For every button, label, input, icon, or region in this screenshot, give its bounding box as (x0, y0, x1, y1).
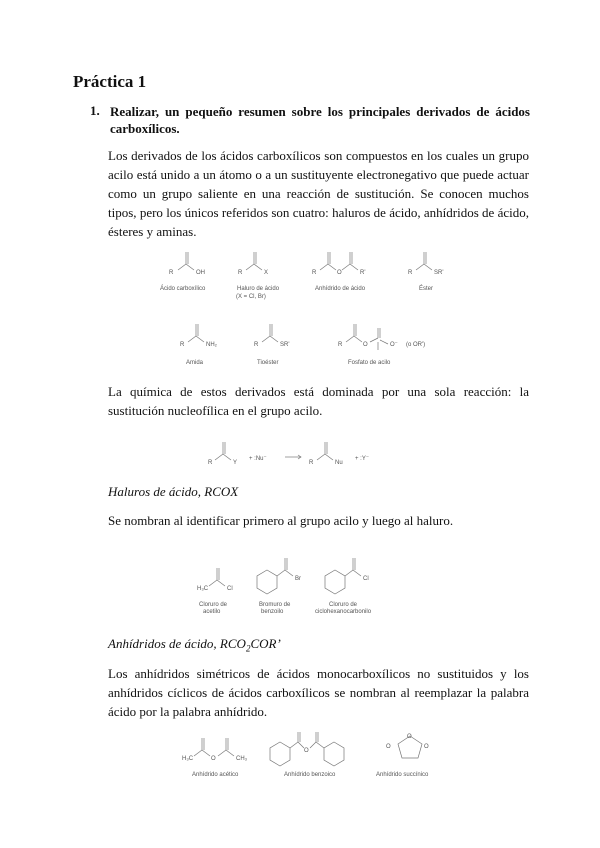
acid-halide-subcaption: (X = Cl, Br) (236, 294, 266, 300)
acid-anhydride-caption: Anhídrido de ácido (315, 286, 366, 292)
ester-group: SR' (434, 270, 444, 276)
cyclohexanecarbonyl-chloride-caption-2: ciclohexanocarbonilo (315, 609, 372, 615)
thioester-structure (254, 324, 289, 366)
svg-text:R: R (169, 270, 174, 276)
benzoyl-bromide-group: Br (295, 576, 301, 582)
acid-anhydride-group: R' (360, 270, 366, 276)
acid-halide-caption: Haluro de ácido (237, 286, 280, 292)
svg-text:R: R (180, 342, 185, 348)
svg-text:R: R (254, 342, 259, 348)
acyl-phosphate-structure (338, 324, 425, 366)
acid-halide-group: X (264, 270, 269, 276)
cyclohexanecarbonyl-chloride-group: Cl (363, 576, 369, 582)
carboxylic-acid-caption: Ácido carboxílico (160, 286, 206, 292)
thioester-group: SR' (280, 342, 290, 348)
svg-text:O: O (424, 744, 429, 750)
carboxylic-acid-structure (160, 252, 206, 292)
svg-text:Y: Y (233, 460, 238, 466)
reaction-byproduct: + :Y⁻ (355, 456, 370, 462)
question-text: Realizar, un pequeño resumen sobre los principales derivados de ácidos carboxílicos. (110, 104, 530, 136)
acetyl-chloride-structure (197, 568, 233, 615)
acetyl-chloride-group: Cl (227, 586, 233, 592)
anhydrides-figure (180, 730, 450, 782)
halide-naming-paragraph: Se nombran al identificar primero al grupo acilo y luego al haluro. (108, 513, 454, 528)
amide-group: NH₂ (206, 342, 217, 348)
svg-text:H₃C: H₃C (197, 586, 209, 592)
acid-halide-structure (236, 252, 280, 300)
reaction-figure (205, 436, 405, 472)
svg-text:R: R (238, 270, 243, 276)
intro-paragraph: Los derivados de los ácidos carboxílicos son compuestos en los cuales un grupo acilo está unido a un átomo o a un sustituyente electronegativo que puede actuar como un grupo saliente en una reacción de sustitución. Se conocen muchos tipos, pero los únicos referidos son cuatro: haluros de ácido, anhídridos de ácido, ésteres y aminas. (108, 148, 529, 239)
svg-text:R: R (312, 270, 317, 276)
acyl-phosphate-caption: Fosfato de acilo (348, 360, 391, 366)
halides-heading: Haluros de ácido, RCOX (108, 484, 239, 499)
svg-text:R: R (208, 460, 213, 466)
benzoyl-bromide-caption-1: Bromuro de (259, 602, 291, 608)
reaction-nucleophile: + :Nu⁻ (249, 456, 267, 462)
svg-text:R: R (338, 342, 343, 348)
ester-caption: Éster (419, 286, 434, 292)
anhydride-naming-paragraph: Los anhídridos simétricos de ácidos monocarboxílicos no sustituidos y los anhídridos cíclicos de ácidos carboxílicos se nombran al reemplazar la palabra ácido por la palabra anhídrido. (108, 666, 529, 719)
svg-text:H₃C: H₃C (182, 756, 194, 762)
acetic-anhydride-caption: Anhídrido acético (192, 772, 239, 778)
acid-anhydride-structure (312, 252, 366, 292)
acetyl-chloride-caption-2: acetilo (203, 609, 221, 615)
succinic-anhydride-caption: Anhídrido succínico (376, 772, 429, 778)
benzoyl-bromide-structure (257, 558, 301, 615)
cyclohexanecarbonyl-chloride-caption-1: Cloruro de (329, 602, 358, 608)
svg-text:O: O (407, 734, 412, 740)
benzoyl-bromide-caption-2: benzoilo (261, 609, 284, 615)
svg-text:O: O (337, 270, 342, 276)
succinic-anhydride-structure (376, 734, 429, 778)
acetic-anhydride-structure (182, 738, 248, 778)
benzoic-anhydride-caption: Anhídrido benzoico (284, 772, 336, 778)
svg-text:O: O (304, 748, 309, 754)
carboxylic-acid-group: OH (196, 270, 205, 276)
reaction-product-group: Nu (335, 460, 343, 466)
benzoic-anhydride-structure (270, 732, 344, 778)
page-title: Práctica 1 (73, 72, 147, 91)
acyl-phosphate-group: O⁻ (390, 342, 398, 348)
svg-text:R: R (309, 460, 314, 466)
anhydrides-heading: Anhídridos de ácido, $RCO_2COR$’ (108, 636, 281, 654)
amide-structure (180, 324, 218, 366)
acyl-phosphate-note: (o OR') (406, 342, 426, 348)
chemistry-paragraph: La química de estos derivados está dominada por una sola reacción: la sustitución nucleofílica en el grupo acilo. (108, 384, 529, 418)
acid-halides-figure (195, 546, 405, 620)
svg-text:R: R (408, 270, 413, 276)
acetyl-chloride-caption-1: Cloruro de (199, 602, 228, 608)
svg-text:O: O (386, 744, 391, 750)
thioester-caption: Tioéster (257, 360, 279, 366)
svg-text:O: O (211, 756, 216, 762)
ester-structure (408, 252, 443, 292)
svg-text:CH₃: CH₃ (236, 756, 248, 762)
svg-text:O: O (363, 342, 368, 348)
derivatives-figure (150, 244, 470, 374)
cyclohexanecarbonyl-chloride-structure (315, 558, 372, 615)
amide-caption: Amida (186, 360, 204, 366)
question-number: 1. (90, 103, 100, 118)
